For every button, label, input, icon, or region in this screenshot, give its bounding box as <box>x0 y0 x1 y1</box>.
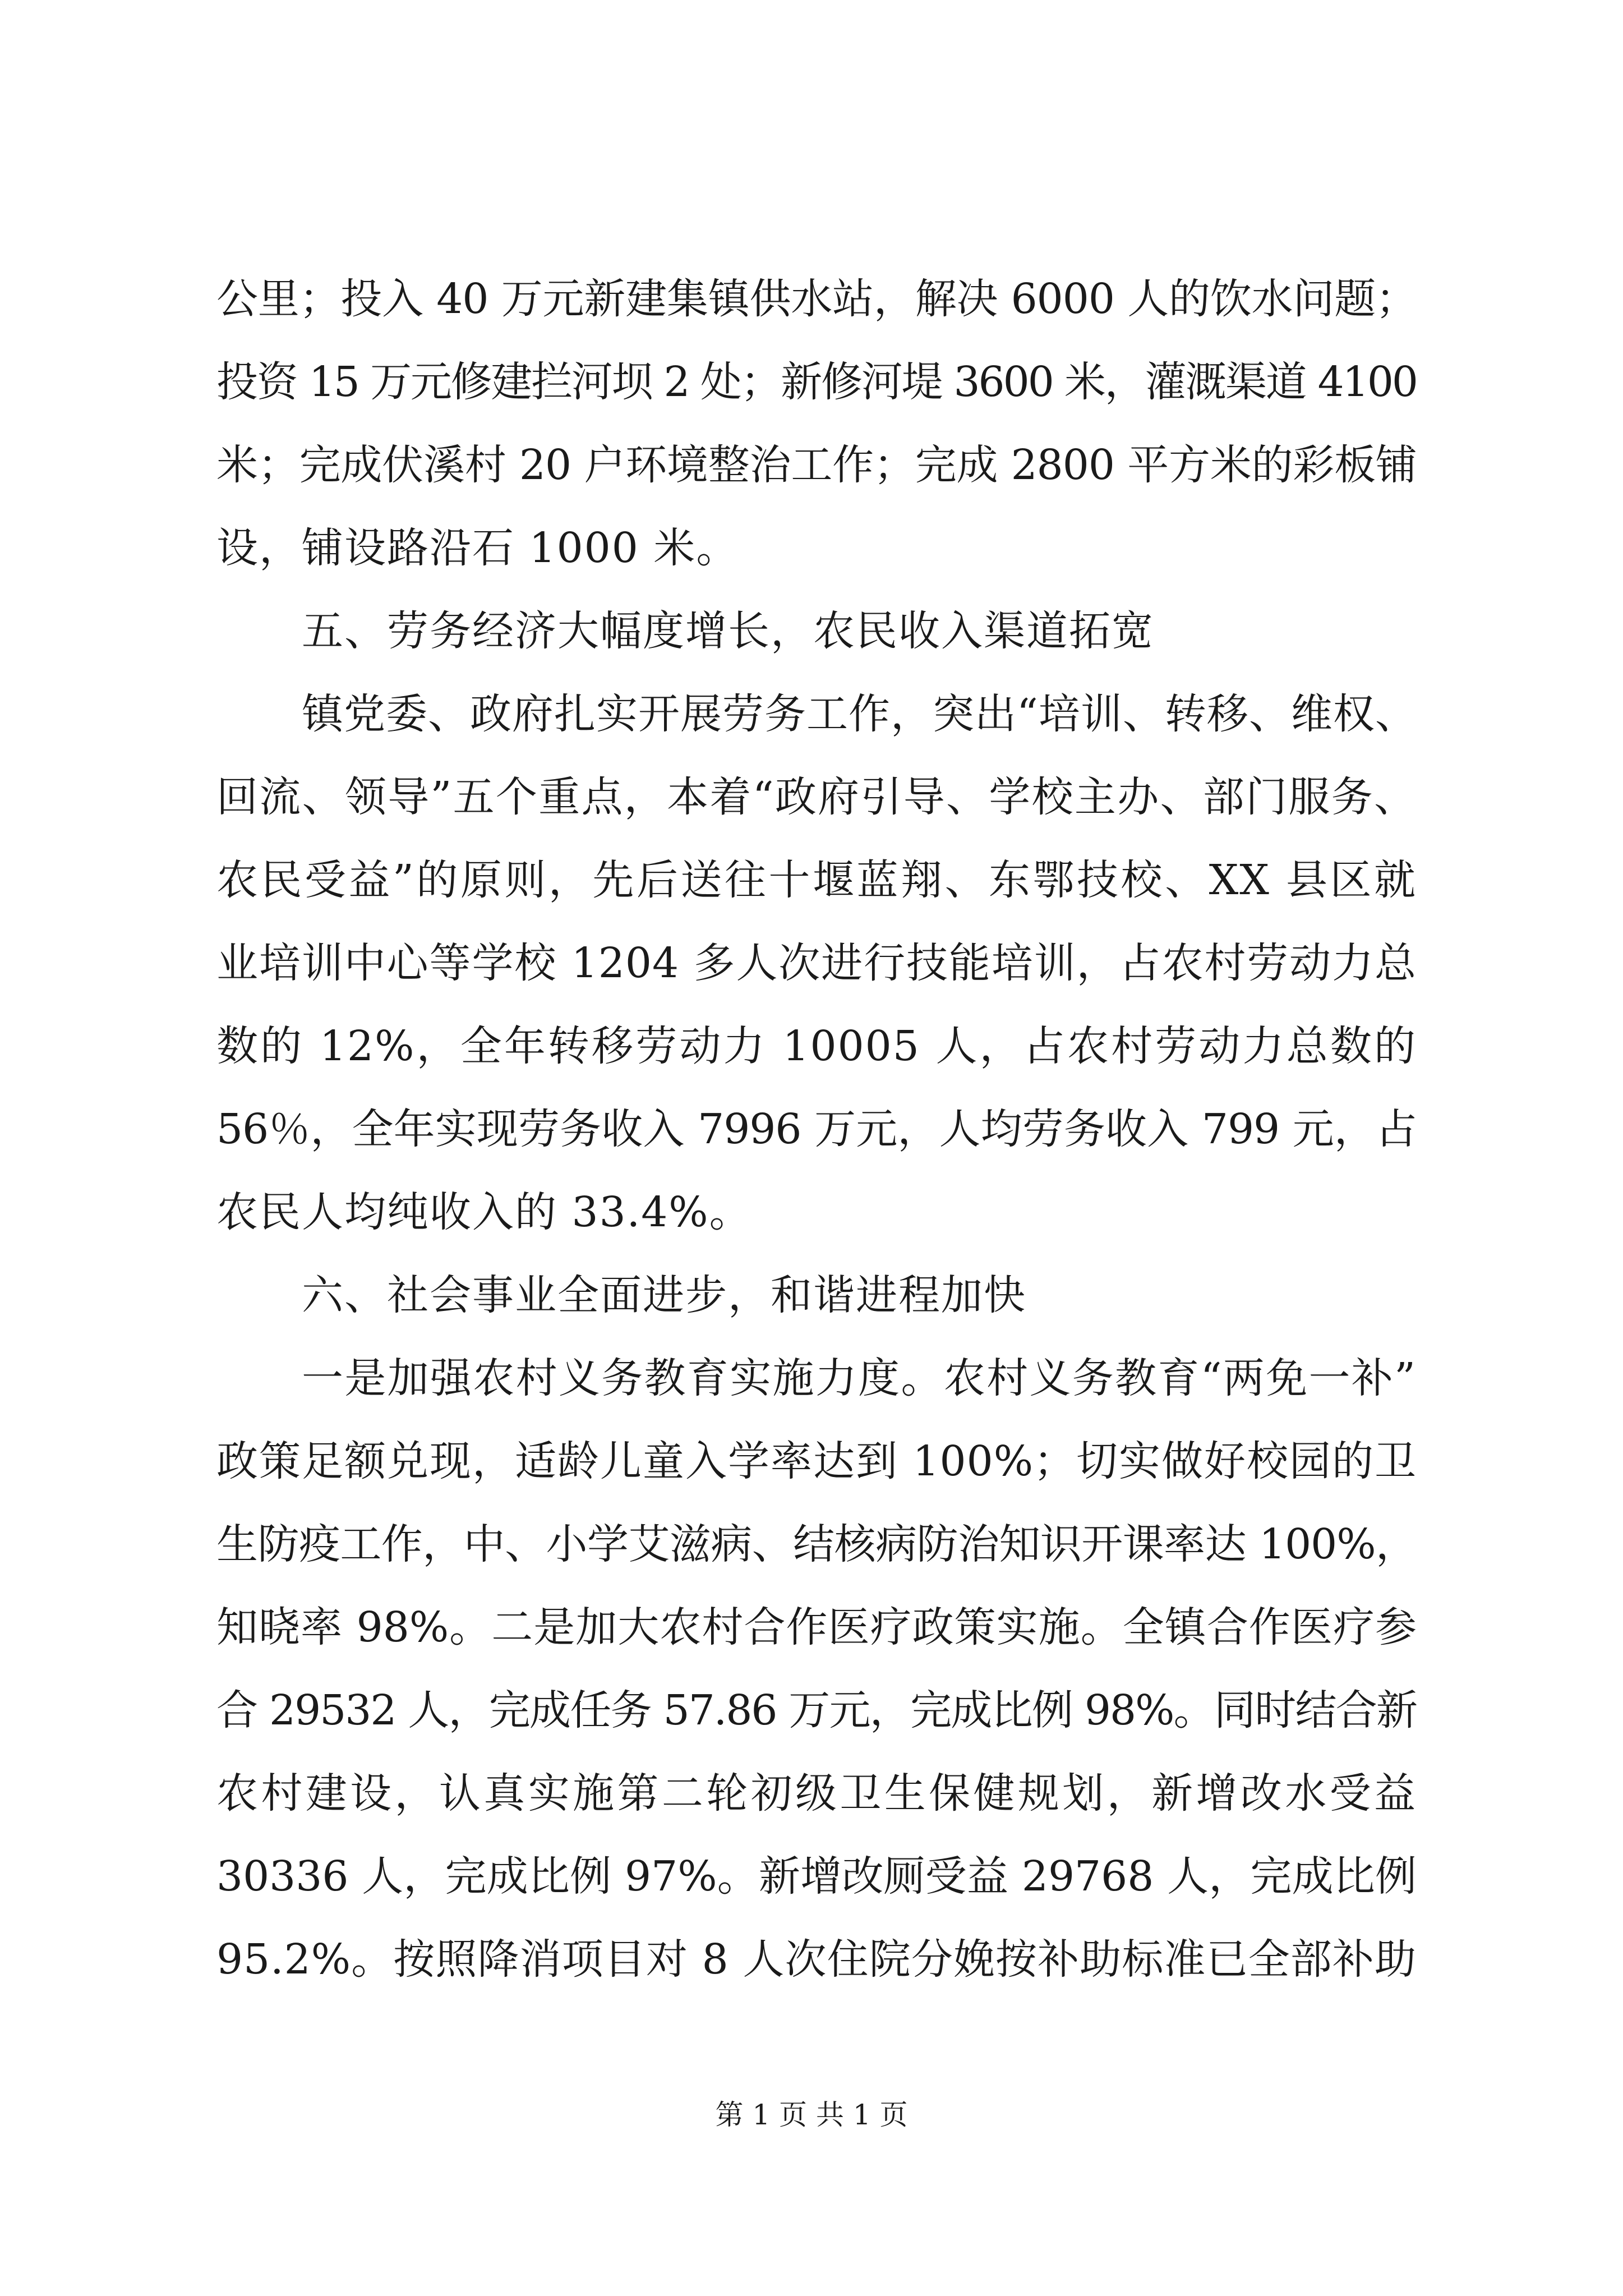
section-heading: 五、劳务经济大幅度增长，农民收入渠道拓宽 <box>302 607 1154 655</box>
paragraph-line: 数的 12%，全年转移劳动力 10005 人，占农村劳动力总数的 <box>216 1022 1417 1070</box>
paragraph-line: 知晓率 98%。二是加大农村合作医疗政策实施。全镇合作医疗参 <box>216 1603 1417 1651</box>
paragraph-line: 公里；投入 40 万元新建集镇供水站，解决 6000 人的饮水问题； <box>216 275 1417 323</box>
paragraph-line: 56％，全年实现劳务收入 7996 万元，人均劳务收入 799 元，占 <box>216 1105 1417 1153</box>
paragraph-line: 合 29532 人，完成任务 57.86 万元，完成比例 98%。同时结合新 <box>216 1686 1417 1734</box>
paragraph-line: 米；完成伏溪村 20 户环境整治工作；完成 2800 平方米的彩板铺 <box>216 441 1417 489</box>
paragraph-line: 业培训中心等学校 1204 多人次进行技能培训，占农村劳动力总 <box>216 939 1417 987</box>
paragraph-line: 政策足额兑现，适龄儿童入学率达到 100%；切实做好校园的卫 <box>216 1437 1417 1485</box>
paragraph-line: 农村建设，认真实施第二轮初级卫生保健规划，新增改水受益 <box>216 1769 1417 1818</box>
paragraph-line: 设，铺设路沿石 1000 米。 <box>216 524 739 572</box>
paragraph-line: 镇党委、政府扎实开展劳务工作，突出“培训、转移、维权、 <box>302 690 1417 738</box>
paragraph-line: 投资 15 万元修建拦河坝 2 处；新修河堤 3600 米，灌溉渠道 4100 <box>216 358 1417 406</box>
paragraph-line: 95.2%。按照降消项目对 8 人次住院分娩按补助标准已全部补助 <box>216 1935 1417 1984</box>
paragraph-line: 回流、领导”五个重点，本着“政府引导、学校主办、部门服务、 <box>216 773 1417 821</box>
paragraph-line: 一是加强农村义务教育实施力度。农村义务教育“两免一补” <box>302 1354 1417 1402</box>
paragraph-line: 农民人均纯收入的 33.4%。 <box>216 1188 752 1236</box>
page-number-footer: 第 1 页 共 1 页 <box>715 2099 908 2131</box>
paragraph-line: 生防疫工作，中、小学艾滋病、结核病防治知识开课率达 100%， <box>216 1520 1417 1568</box>
section-heading: 六、社会事业全面进步，和谐进程加快 <box>302 1271 1026 1319</box>
paragraph-line: 30336 人，完成比例 97%。新增改厕受益 29768 人，完成比例 <box>216 1852 1417 1901</box>
paragraph-line: 农民受益”的原则，先后送往十堰蓝翔、东鄂技校、XX 县区就 <box>216 856 1417 904</box>
